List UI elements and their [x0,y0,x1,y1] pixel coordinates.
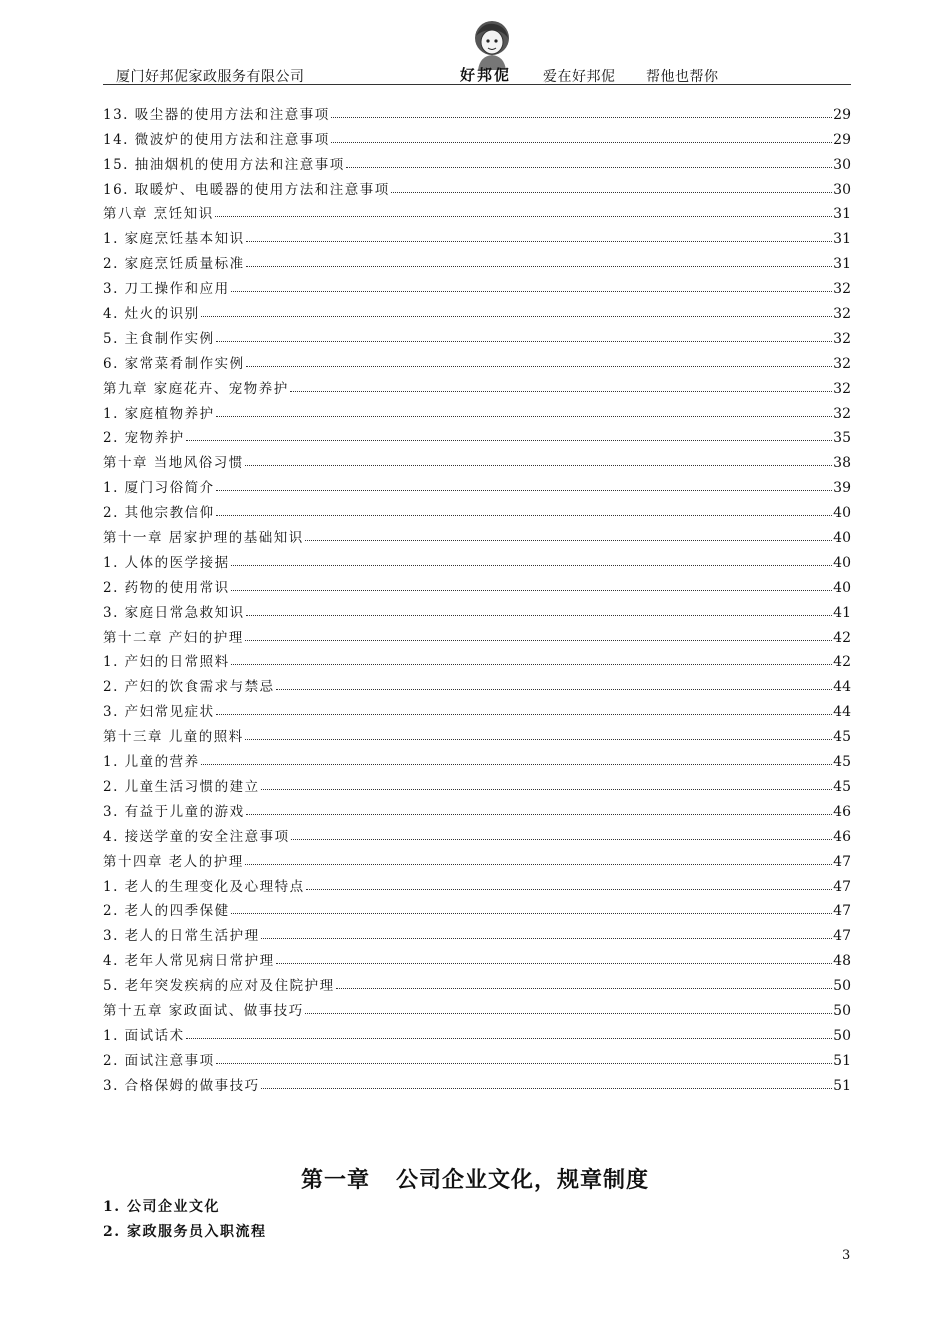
toc-entry[interactable] [103,1044,851,1069]
toc-leader-dots [245,864,832,865]
toc-entry-page: 51 [833,1077,851,1094]
toc-entry-page: 45 [833,729,851,746]
toc-entry-label: 1. 家庭植物养护 [103,405,215,422]
toc-entry-page: 32 [833,355,851,372]
header-company-name: 厦门好邦伲家政服务有限公司 [116,69,305,85]
toc-entry-label: 1. 老人的生理变化及心理特点 [103,878,305,895]
toc-leader-dots [231,291,833,292]
toc-leader-dots [245,640,832,641]
toc-entry-label: 2. 面试注意事项 [103,1052,215,1069]
toc-entry-page: 45 [833,778,851,795]
toc-entry[interactable] [103,148,851,173]
toc-entry[interactable] [103,795,851,820]
toc-entry-page: 39 [833,480,851,497]
toc-entry-label: 第十三章 儿童的照料 [103,729,244,746]
toc-entry-label: 6. 家常菜肴制作实例 [103,355,245,372]
toc-entry[interactable] [103,1069,851,1094]
toc-entry-page: 44 [833,679,851,696]
toc-entry-page: 47 [833,853,851,870]
toc-entry-page: 30 [833,156,851,173]
toc-entry[interactable] [103,770,851,795]
toc-leader-dots [276,963,833,964]
toc-entry-page: 51 [833,1052,851,1069]
toc-entry[interactable] [103,845,851,870]
toc-leader-dots [261,938,833,939]
toc-entry-label: 4. 老年人常见病日常护理 [103,953,275,970]
toc-entry-page: 30 [833,181,851,198]
toc-entry-label: 第十四章 老人的护理 [103,853,244,870]
toc-entry-page: 47 [833,878,851,895]
toc-entry-label: 5. 老年突发疾病的应对及住院护理 [103,978,335,995]
toc-entry-page: 32 [833,330,851,347]
toc-leader-dots [305,540,832,541]
toc-leader-dots [336,988,833,989]
toc-entry[interactable] [103,720,851,745]
toc-entry-page: 42 [833,654,851,671]
toc-entry-label: 第十章 当地风俗习惯 [103,455,244,472]
toc-entry[interactable] [103,670,851,695]
toc-leader-dots [245,465,832,466]
toc-entry-page: 32 [833,306,851,323]
toc-entry-page: 29 [833,131,851,148]
toc-entry-label: 2. 其他宗教信仰 [103,505,215,522]
toc-entry[interactable] [103,471,851,496]
toc-entry[interactable] [103,297,851,322]
toc-leader-dots [216,1063,833,1064]
toc-entry[interactable] [103,272,851,297]
toc-entry-label: 3. 产妇常见症状 [103,704,215,721]
toc-leader-dots [246,615,833,616]
toc-leader-dots [216,515,833,516]
toc-leader-dots [186,440,833,441]
toc-entry-page: 40 [833,579,851,596]
toc-entry-label: 3. 家庭日常急救知识 [103,604,245,621]
toc-entry-label: 第十二章 产妇的护理 [103,629,244,646]
toc-leader-dots [305,1013,832,1014]
toc-entry[interactable] [103,422,851,447]
toc-entry-label: 4. 接送学童的安全注意事项 [103,828,290,845]
toc-entry[interactable] [103,571,851,596]
toc-leader-dots [201,764,833,765]
toc-entry[interactable] [103,247,851,272]
toc-entry-label: 1. 产妇的日常照料 [103,654,230,671]
toc-entry[interactable] [103,969,851,994]
toc-leader-dots [290,391,832,392]
header-slogan-2: 帮他也帮你 [646,69,719,85]
toc-entry-label: 2. 老人的四季保健 [103,903,230,920]
toc-leader-dots [331,142,832,143]
toc-leader-dots [245,739,832,740]
toc-entry-page: 40 [833,530,851,547]
toc-entry-page: 32 [833,281,851,298]
toc-entry[interactable] [103,695,851,720]
toc-entry[interactable] [103,322,851,347]
toc-entry[interactable] [103,347,851,372]
toc-leader-dots [276,689,833,690]
toc-leader-dots [261,1088,833,1089]
toc-entry-page: 42 [833,629,851,646]
toc-entry[interactable] [103,919,851,944]
section-heading: 2. 家政服务员入职流程 [103,1224,267,1240]
toc-entry-page: 48 [833,953,851,970]
toc-entry[interactable] [103,820,851,845]
toc-entry[interactable] [103,198,851,223]
page-number: 3 [842,1248,851,1263]
toc-entry-label: 1. 面试话术 [103,1027,185,1044]
toc-leader-dots [246,266,833,267]
toc-entry-label: 1. 人体的医学接据 [103,554,230,571]
toc-entry-page: 50 [833,978,851,995]
chapter-heading [0,1163,950,1194]
toc-entry[interactable] [103,222,851,247]
cartoon-woman-logo-icon [462,18,522,70]
header-slogan-1: 爱在好邦伲 [543,69,616,85]
toc-entry[interactable] [103,446,851,471]
toc-entry-page: 47 [833,903,851,920]
toc-entry-label: 15. 抽油烟机的使用方法和注意事项 [103,156,345,173]
toc-entry-label: 14. 微波炉的使用方法和注意事项 [103,131,330,148]
toc-entry[interactable] [103,496,851,521]
toc-entry-label: 第十五章 家政面试、做事技巧 [103,1002,304,1019]
toc-entry-page: 46 [833,803,851,820]
toc-leader-dots [246,814,833,815]
toc-entry-page: 40 [833,505,851,522]
toc-leader-dots [246,366,833,367]
toc-leader-dots [246,241,833,242]
toc-entry-label: 16. 取暖炉、电暖器的使用方法和注意事项 [103,181,390,198]
toc-entry[interactable] [103,372,851,397]
toc-entry[interactable] [103,646,851,671]
toc-entry-page: 31 [833,206,851,223]
toc-leader-dots [391,192,832,193]
toc-entry[interactable] [103,895,851,920]
toc-entry-page: 46 [833,828,851,845]
toc-entry[interactable] [103,98,851,123]
toc-leader-dots [216,714,833,715]
toc-entry-page: 35 [833,430,851,447]
toc-leader-dots [186,1038,833,1039]
section-heading: 1. 公司企业文化 [103,1199,220,1215]
toc-entry-label: 13. 吸尘器的使用方法和注意事项 [103,106,330,123]
toc-entry-label: 第八章 烹饪知识 [103,206,214,223]
toc-entry-page: 31 [833,256,851,273]
toc-entry[interactable] [103,521,851,546]
toc-entry-label: 2. 儿童生活习惯的建立 [103,778,260,795]
toc-leader-dots [201,316,833,317]
toc-entry[interactable] [103,596,851,621]
toc-entry-page: 38 [833,455,851,472]
toc-entry-page: 32 [833,380,851,397]
toc-entry[interactable] [103,994,851,1019]
toc-entry-label: 1. 家庭烹饪基本知识 [103,231,245,248]
toc-entry-label: 1. 厦门习俗简介 [103,480,215,497]
toc-entry[interactable] [103,870,851,895]
toc-entry-label: 2. 药物的使用常识 [103,579,230,596]
toc-entry-page: 29 [833,106,851,123]
toc-entry[interactable] [103,173,851,198]
toc-entry-page: 40 [833,554,851,571]
toc-entry-label: 1. 儿童的营养 [103,754,200,771]
toc-entry-label: 2. 产妇的饮食需求与禁忌 [103,679,275,696]
toc-entry-label: 2. 宠物养护 [103,430,185,447]
toc-leader-dots [216,341,833,342]
chapter-number: 第一章 [300,1167,370,1193]
table-of-contents [103,98,851,1094]
toc-leader-dots [306,889,833,890]
toc-entry-page: 45 [833,754,851,771]
toc-entry-page: 44 [833,704,851,721]
toc-leader-dots [216,416,833,417]
toc-entry-page: 32 [833,405,851,422]
toc-entry-label: 4. 灶火的识别 [103,306,200,323]
toc-entry-label: 第十一章 居家护理的基础知识 [103,530,304,547]
toc-leader-dots [261,789,833,790]
toc-leader-dots [231,565,833,566]
toc-leader-dots [231,664,833,665]
toc-entry-page: 50 [833,1002,851,1019]
toc-entry-label: 2. 家庭烹饪质量标准 [103,256,245,273]
toc-entry-label: 第九章 家庭花卉、宠物养护 [103,380,289,397]
toc-entry[interactable] [103,546,851,571]
toc-leader-dots [215,216,832,217]
toc-entry-label: 3. 刀工操作和应用 [103,281,230,298]
toc-entry[interactable] [103,621,851,646]
toc-entry[interactable] [103,397,851,422]
toc-leader-dots [346,167,832,168]
toc-leader-dots [331,117,832,118]
toc-entry[interactable] [103,745,851,770]
toc-entry-page: 41 [833,604,851,621]
toc-entry-label: 3. 有益于儿童的游戏 [103,803,245,820]
header-brand: 好邦伲 [460,66,512,84]
toc-leader-dots [231,590,833,591]
toc-leader-dots [291,839,833,840]
toc-entry-label: 3. 合格保姆的做事技巧 [103,1077,260,1094]
toc-entry-page: 31 [833,231,851,248]
toc-entry[interactable] [103,123,851,148]
toc-entry[interactable] [103,944,851,969]
toc-leader-dots [216,490,833,491]
toc-entry-label: 5. 主食制作实例 [103,330,215,347]
toc-leader-dots [231,913,833,914]
header-divider [103,84,851,85]
chapter-title: 公司企业文化，规章制度 [396,1167,650,1193]
toc-entry-label: 3. 老人的日常生活护理 [103,928,260,945]
toc-entry-page: 50 [833,1027,851,1044]
toc-entry[interactable] [103,1019,851,1044]
toc-entry-page: 47 [833,928,851,945]
